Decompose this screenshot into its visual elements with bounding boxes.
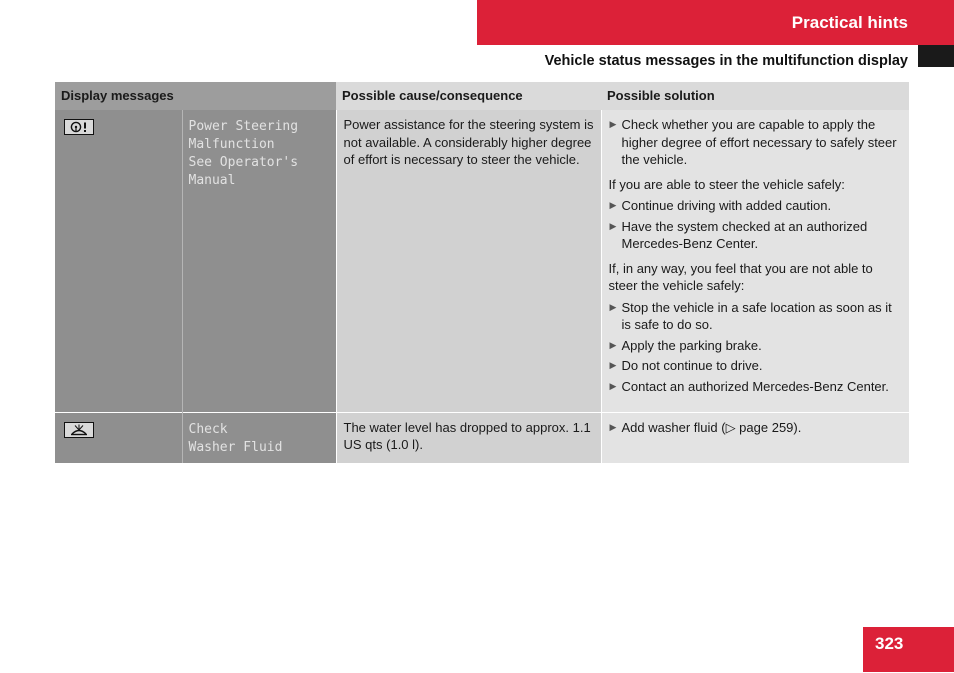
section-header — [477, 0, 954, 45]
display-message-text — [182, 110, 336, 412]
table-row — [55, 110, 909, 412]
list-item: ▶ Check whether you are capable to apply the higher degree of effort necessary to safely steer the vehicle. — [609, 117, 897, 167]
display-line: Washer Fluid — [188, 439, 283, 455]
list-item: ▶ Continue driving with added caution. — [609, 198, 832, 213]
bullet-triangle-icon: ▶ — [609, 339, 617, 350]
display-line: See Operator's — [188, 155, 299, 170]
power-steering-warning-icon — [64, 119, 94, 135]
list-item: ▶ Have the system checked at an authorized Mercedes-Benz Center. — [609, 218, 868, 251]
column-header-cause: Possible cause/consequence — [336, 82, 601, 110]
solution-cell — [601, 412, 909, 463]
cause-cell: Power assistance for the steering system is not available. A considerably higher degree of effort is necessary to steer the vehicle. — [336, 110, 601, 412]
bullet-triangle-icon: ▶ — [609, 421, 617, 432]
cause-cell: The water level has dropped to approx. 1.1 US qts (1.0 l). — [336, 412, 601, 463]
section-title: Practical hints — [791, 12, 908, 32]
display-line: Power Steering — [188, 119, 299, 134]
solution-steps — [609, 197, 904, 253]
bullet-triangle-icon: ▶ — [609, 119, 617, 129]
bullet-triangle-icon: ▶ — [609, 220, 617, 231]
solution-steps — [609, 116, 904, 169]
page-subtitle: Vehicle status messages in the multifunction display — [544, 53, 908, 69]
icon-cell — [55, 110, 182, 412]
display-message-text — [182, 412, 336, 463]
status-messages-table — [55, 82, 909, 463]
thumb-tab — [918, 45, 954, 67]
table-header-row — [55, 82, 909, 110]
bullet-triangle-icon: ▶ — [609, 200, 617, 210]
display-line: Malfunction — [188, 137, 275, 152]
table-row — [55, 412, 909, 463]
washer-fluid-icon — [64, 422, 94, 438]
list-item: ▶ Add washer fluid (▷ page 259). — [609, 419, 802, 435]
page-number: 323 — [863, 627, 954, 672]
solution-note: If, in any way, you feel that you are not able to steer the vehicle safely: — [608, 260, 873, 293]
display-line: Check — [188, 421, 228, 437]
solution-steps — [609, 419, 904, 437]
bullet-triangle-icon: ▶ — [609, 360, 617, 370]
solution-cell — [601, 110, 909, 412]
list-item: ▶ Apply the parking brake. — [609, 337, 762, 353]
list-item: ▶ Do not continue to drive. — [609, 358, 763, 373]
list-item: ▶ Stop the vehicle in a safe location as soon as it is safe to do so. — [609, 299, 892, 332]
solution-steps — [609, 299, 904, 396]
icon-cell — [55, 412, 182, 463]
bullet-triangle-icon: ▶ — [609, 301, 617, 312]
column-header-display: Display messages — [55, 82, 336, 110]
display-line: Manual — [188, 173, 236, 188]
solution-note: If you are able to steer the vehicle safely: — [608, 176, 845, 192]
column-header-solution: Possible solution — [601, 82, 909, 110]
bullet-triangle-icon: ▶ — [609, 380, 617, 391]
list-item: ▶ Contact an authorized Mercedes-Benz Center. — [609, 378, 889, 394]
